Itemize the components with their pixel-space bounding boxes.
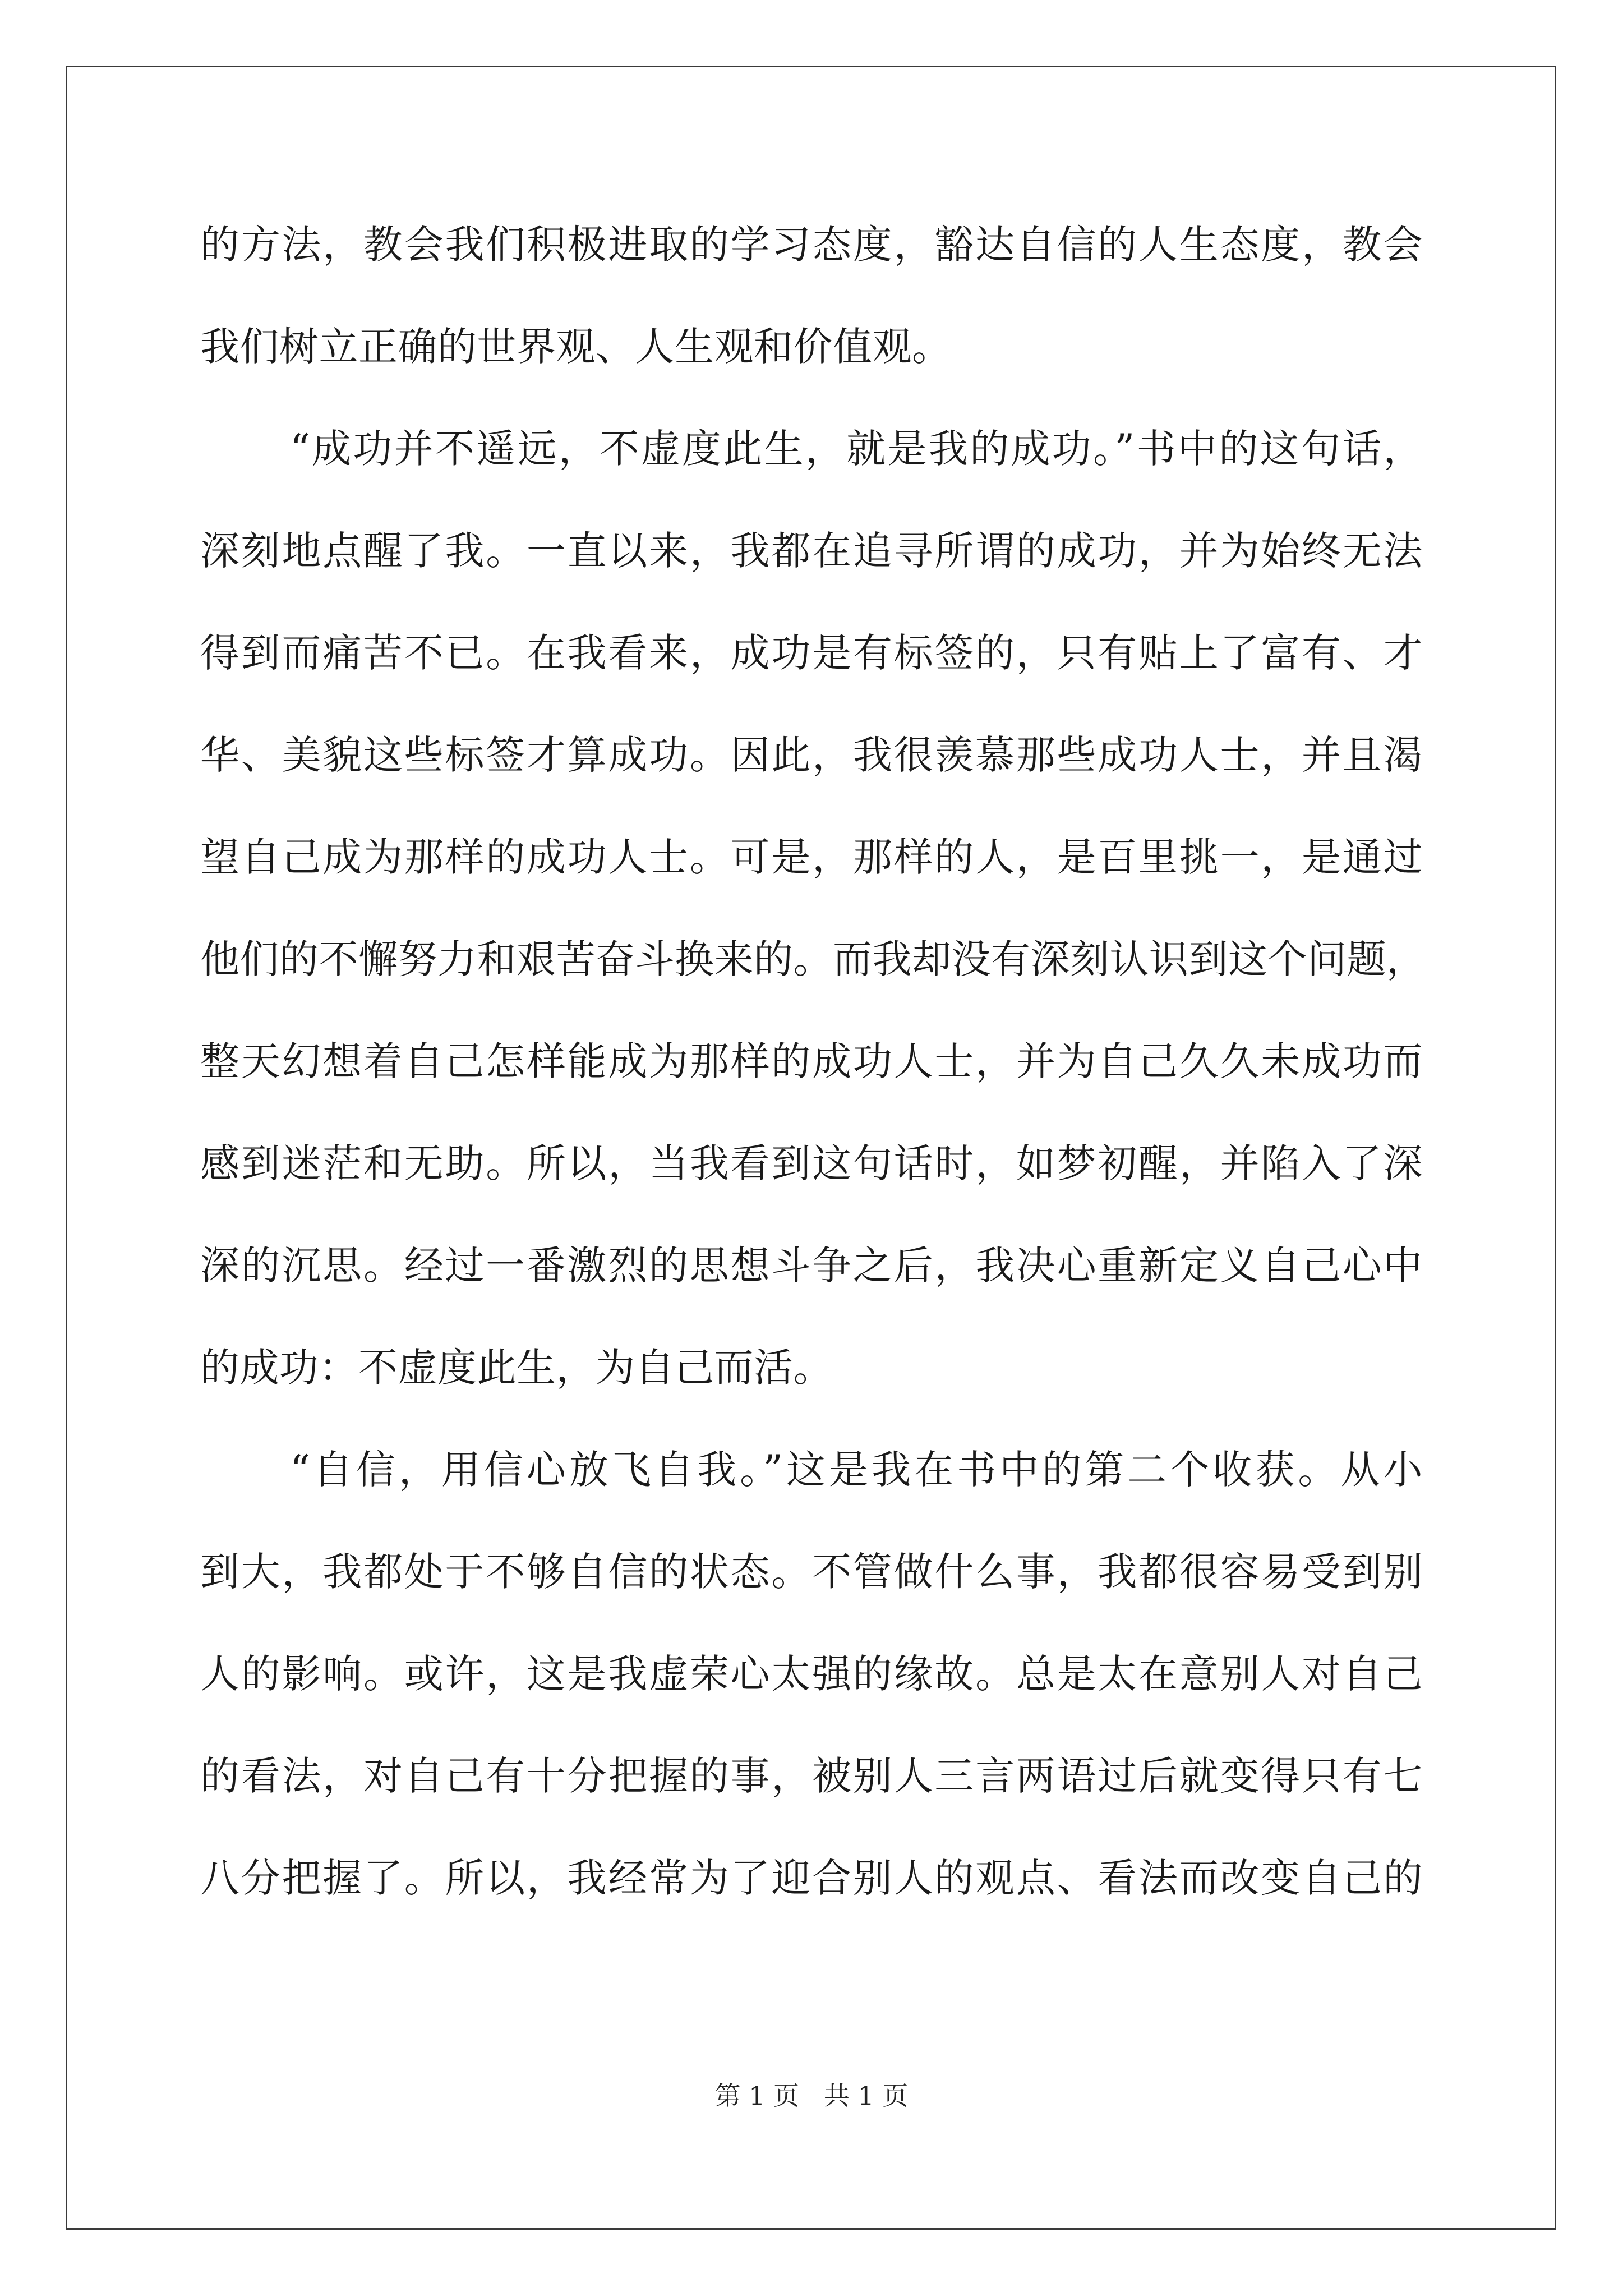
text-line-content: 的方法，教会我们积极进取的学习态度，豁达自信的人生态度，教会: [200, 222, 1423, 268]
text-line-content: 得到而痛苦不已。在我看来，成功是有标签的，只有贴上了富有、才: [200, 630, 1423, 676]
document-body: [200, 210, 1426, 1946]
text-line-content: 我们树立正确的世界观、人生观和价值观。: [200, 324, 952, 370]
text-line: [200, 1435, 1423, 1538]
text-line-content: 的看法，对自己有十分把握的事，被别人三言两语过后就变得只有七: [200, 1753, 1423, 1799]
text-line: [200, 1844, 1423, 1946]
text-line: [200, 210, 1423, 312]
text-line-content: 深刻地点醒了我。一直以来，我都在追寻所谓的成功，并为始终无法: [200, 528, 1423, 574]
text-line-content: 的成功：不虚度此生，为自己而活。: [200, 1345, 833, 1391]
text-line-content: “成功并不遥远，不虚度此生，就是我的成功。”书中的这句话，: [290, 426, 1423, 472]
page-footer: 第 1 页 共 1 页: [714, 2081, 909, 2111]
text-line-content: 深的沉思。经过一番激烈的思想斗争之后，我决心重新定义自己心中: [200, 1243, 1423, 1289]
text-line: [200, 1231, 1423, 1333]
text-line-content: 华、美貌这些标签才算成功。因此，我很羡慕那些成功人士，并且渴: [200, 732, 1423, 778]
text-line-content: 八分把握了。所以，我经常为了迎合别人的观点、看法而改变自己的: [200, 1855, 1423, 1901]
text-line-content: 感到迷茫和无助。所以，当我看到这句话时，如梦初醒，并陷入了深: [200, 1140, 1423, 1186]
text-line-content: 人的影响。或许，这是我虚荣心太强的缘故。总是太在意别人对自己: [200, 1651, 1423, 1697]
text-line: [200, 1538, 1423, 1640]
text-line-content: 他们的不懈努力和艰苦奋斗换来的。而我却没有深刻认识到这个问题，: [200, 936, 1426, 982]
text-line: [200, 1640, 1423, 1742]
text-line: [200, 1129, 1423, 1231]
text-line: [200, 312, 1423, 415]
text-line: [200, 925, 1426, 1027]
text-line: [200, 1333, 1423, 1435]
text-line-content: 望自己成为那样的成功人士。可是，那样的人，是百里挑一，是通过: [200, 834, 1423, 880]
text-line: [200, 415, 1423, 517]
text-line: [200, 1027, 1423, 1129]
text-line: [200, 721, 1423, 823]
text-line: [200, 823, 1423, 925]
text-line: [200, 1742, 1423, 1844]
text-line-content: “自信，用信心放飞自我。”这是我在书中的第二个收获。从小: [290, 1447, 1423, 1493]
text-line-content: 整天幻想着自己怎样能成为那样的成功人士，并为自己久久未成功而: [200, 1038, 1423, 1084]
text-line: [200, 619, 1423, 721]
text-line: [200, 517, 1423, 619]
text-line-content: 到大，我都处于不够自信的状态。不管做什么事，我都很容易受到别: [200, 1549, 1423, 1595]
